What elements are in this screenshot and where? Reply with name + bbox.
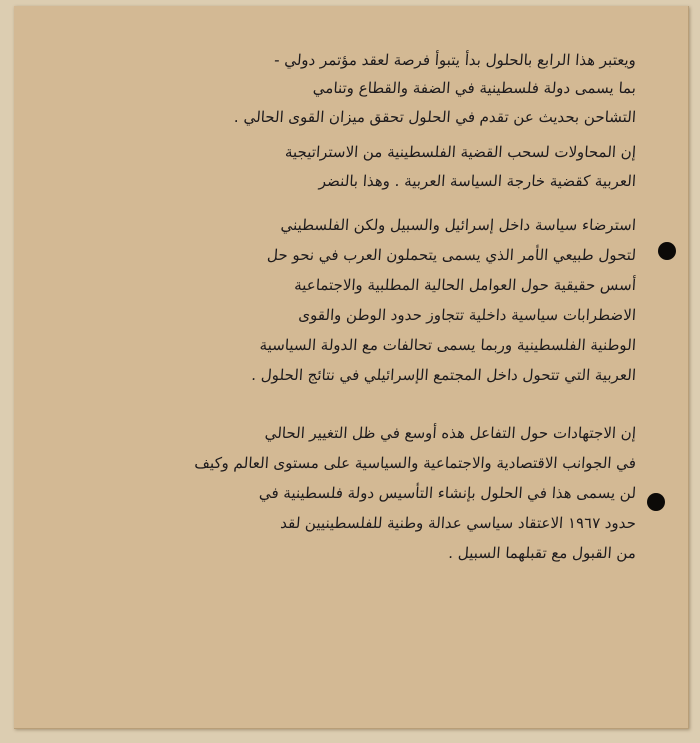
paragraph-4 bbox=[56, 418, 636, 568]
handwritten-text bbox=[56, 46, 636, 568]
text-line: العربية كقضية خارجة السياسة العربية . وهذا بالنضر bbox=[318, 172, 637, 190]
text-line: الاضطرابات سياسية داخلية تتجاوز حدود الوطن والقوى bbox=[297, 306, 637, 324]
text-line: إن المحاولات لسحب القضية الفلسطينية من الاستراتيجية bbox=[284, 143, 637, 161]
text-line: بما يسمى دولة فلسطينية في الضفة والقطاع وتنامي bbox=[312, 79, 637, 97]
text-line: العربية التي تتحول داخل المجتمع الإسرائيلي في نتائج الحلول . bbox=[250, 366, 637, 384]
text-line: استرضاء سياسة داخل إسرائيل والسبيل ولكن الفلسطيني bbox=[280, 216, 637, 234]
text-line: لتحول طبيعي الأمر الذي يسمى يتحملون العرب في نحو حل bbox=[266, 246, 637, 264]
paragraph-1 bbox=[56, 46, 636, 132]
text-line: إن الاجتهادات حول التفاعل هذه أوسع في ظل التغيير الحالي bbox=[264, 424, 637, 442]
punch-hole-bottom bbox=[647, 493, 665, 511]
text-line: ويعتبر هذا الرابع بالحلول بدأ يتبوأ فرصة لعقد مؤتمر دولي - bbox=[273, 51, 637, 69]
text-line: لن يسمى هذا في الحلول بإنشاء التأسيس دولة فلسطينية في bbox=[258, 484, 637, 502]
manuscript-page bbox=[14, 6, 689, 729]
text-line: حدود ١٩٦٧ الاعتقاد سياسي عدالة وطنية للفلسطينيين لقد bbox=[279, 514, 637, 532]
paragraph-3 bbox=[56, 210, 636, 390]
paragraph-2 bbox=[56, 138, 636, 196]
text-line: في الجوانب الاقتصادية والاجتماعية والسياسية على مستوى العالم وكيف bbox=[193, 454, 637, 472]
punch-hole-top bbox=[658, 242, 676, 260]
text-line: الوطنية الفلسطينية وربما يسمى تحالفات مع الدولة السياسية bbox=[259, 336, 637, 354]
text-line: أسس حقيقية حول العوامل الحالية المطلبية والاجتماعية bbox=[293, 276, 637, 294]
text-line: من القبول مع تقبلهما السبيل . bbox=[447, 544, 637, 562]
text-line: التشاحن بحديث عن تقدم في الحلول تحقق ميزان القوى الحالي . bbox=[233, 108, 637, 126]
